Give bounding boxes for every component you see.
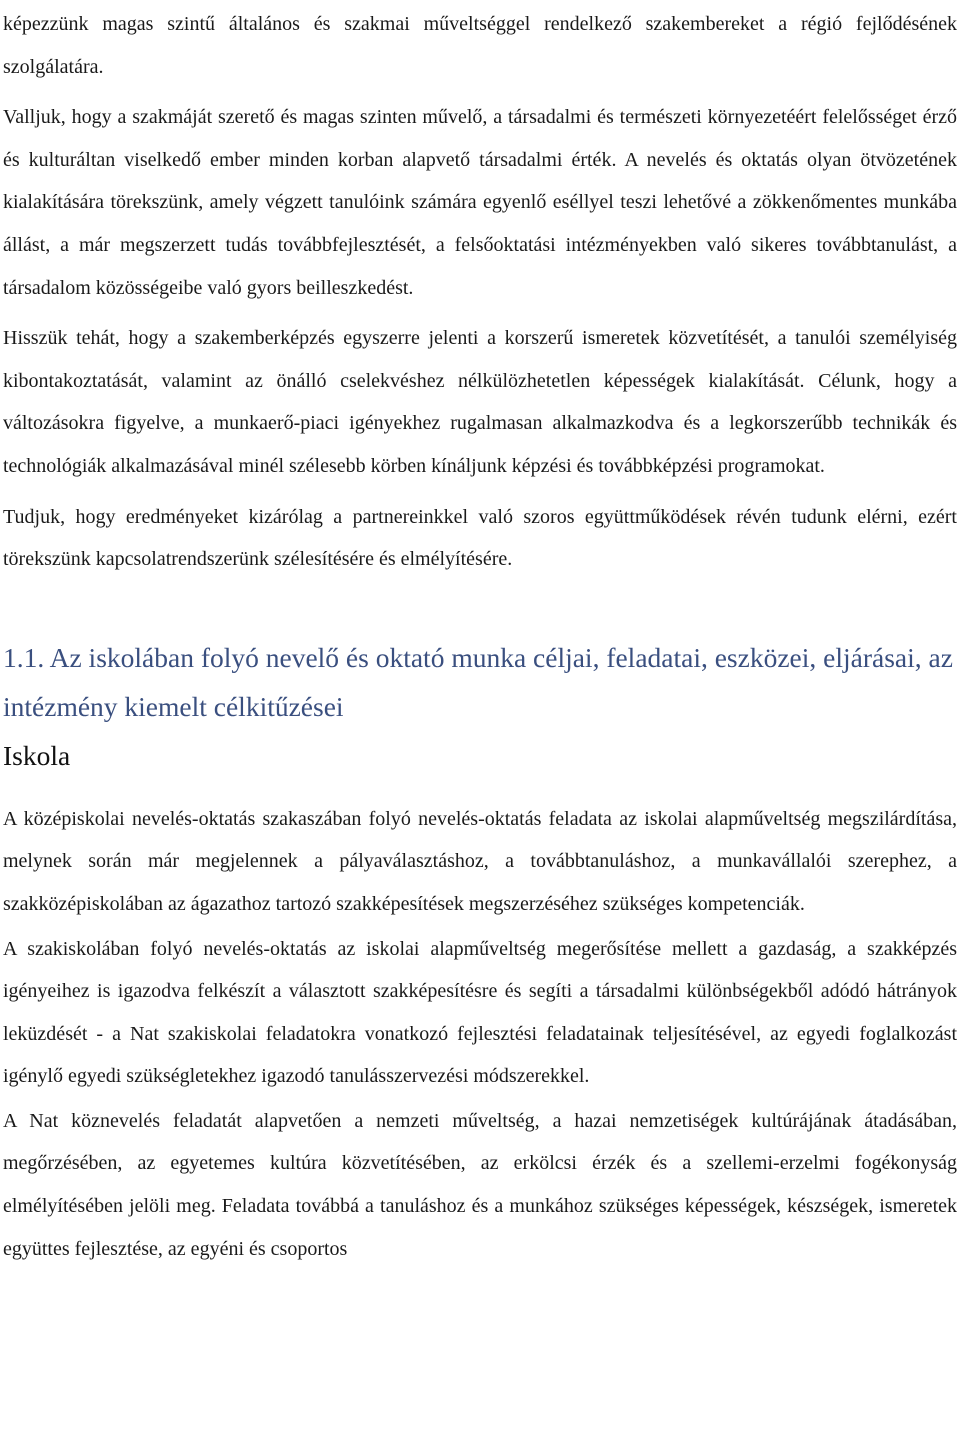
- paragraph-secondary-education: A középiskolai nevelés-oktatás szakaszában folyó nevelés-oktatás feladata az iskolai alapműveltség megszilárdítása, melynek során már megjelennek a pályaválasztáshoz, a továbbtanuláshoz, a munkavállalói szerephez, a szakközépiskolában az ágazathoz tartozó szakképesítések megszerzéséhez szükséges kompetenciák.: [3, 807, 957, 915]
- paragraph-vocational-school: A szakiskolában folyó nevelés-oktatás az iskolai alapműveltség megerősítése mellett a gazdaság, a szakképzés igényeihez is igazodva felkészít a választott szakképesítésre és segíti a társadalmi különbségekből adódó hátrányok leküzdését - a Nat szakiskolai feladatokra vonatkozó fejlesztési feladatainak teljesítésével, az egyedi foglalkozást igénylő egyedi szükségletekhez igazodó tanulásszervezési módszerekkel.: [3, 937, 957, 1088]
- subheading-school: Iskola: [3, 739, 71, 771]
- paragraph-nat-tasks: A Nat köznevelés feladatát alapvetően a nemzeti műveltség, a hazai nemzetiségek kultúrájának átadásában, megőrzésében, az egyetemes kultúra közvetítésében, az erkölcsi érzék és a szellemi-erzelmi fogékonyság elmélyítésében jelöli meg. Feladata továbbá a tanuláshoz és a munkához szükséges képességek, készségek, ismeretek együttes fejlesztése, az egyéni és csoportos: [3, 1109, 957, 1260]
- paragraph-training-goals: Hisszük tehát, hogy a szakemberképzés egyszerre jelenti a korszerű ismeretek közvetítését, a tanulói személyiség kibontakoztatását, valamint az önálló cselekvéshez nélkülözhetetlen képességek kialakítását. Célunk, hogy a változásokra figyelve, a munkaerő-piaci igényekhez rugalmasan alkalmazkodva és a legkorszerűbb technikák és technológiák alkalmazásával minél szélesebb körben kínáljunk képzési és továbbképzési programokat.: [3, 327, 957, 477]
- section-number: 1.1.: [3, 641, 45, 673]
- paragraph-values: Valljuk, hogy a szakmáját szerető és magas szinten művelő, a társadalmi és természeti környezetéért felelősséget érző és kulturáltan viselkedő ember minden korban alapvető társadalmi érték. A nevelés és oktatás olyan ötvözetének kialakítására törekszünk, amely végzett tanulóink számára egyenlő eséllyel teszi lehetővé a zökkenőmentes munkába állást, a már megszerzett tudás továbbfejlesztését, a felsőoktatási intézményekben való sikeres továbbtanulást, a társadalom közösségeibe való gyors beilleszkedést.: [3, 106, 957, 299]
- document-page: [3, 0, 957, 1270]
- paragraph-intro-continuation: képezzünk magas szintű általános és szakmai műveltséggel rendelkező szakembereket a régió fejlődésének szolgálatára.: [3, 13, 957, 78]
- paragraph-partnerships: Tudjuk, hogy eredményeket kizárólag a partnereinkkel való szoros együttműködések révén tudunk elérni, ezért törekszünk kapcsolatrendszerünk szélesítésére és elmélyítésére.: [3, 505, 957, 571]
- section-title: Az iskolában folyó nevelő és oktató munka céljai, feladatai, eszközei, eljárásai, az intézmény kiemelt célkitűzései: [3, 641, 953, 722]
- section-heading: [3, 633, 957, 731]
